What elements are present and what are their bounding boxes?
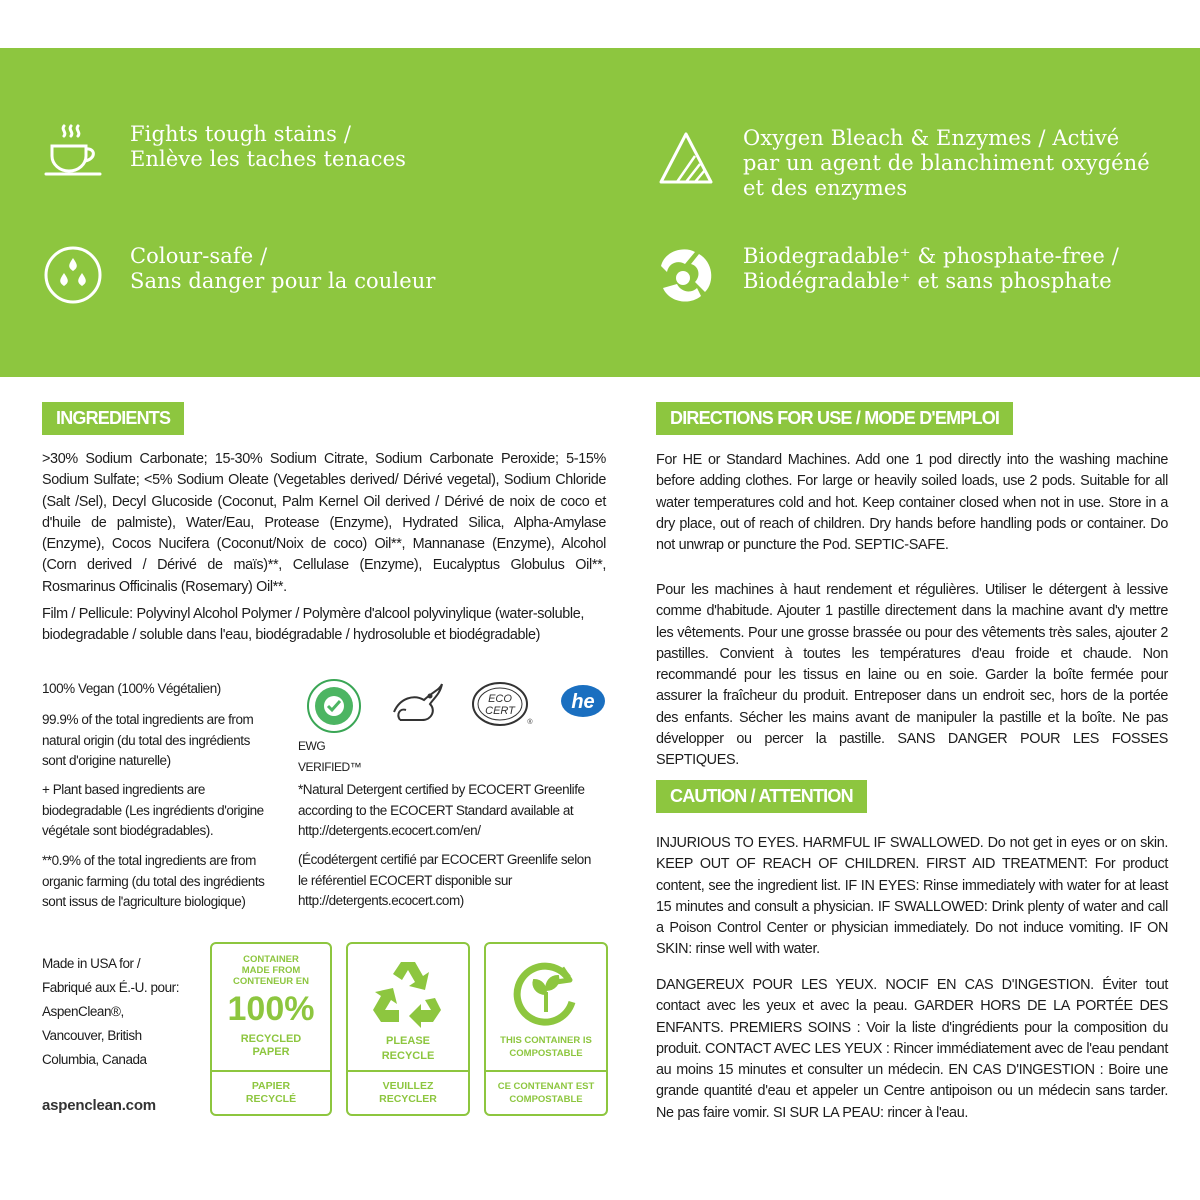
triangle-hatched-icon xyxy=(655,126,717,188)
ecocert-note-en: *Natural Detergent certified by ECOCERT Greenlife according to the ECOCERT Standard available at http://detergents.ecocert.com/en/ xyxy=(298,782,585,838)
compostable-mid: THIS CONTAINER IS COMPOSTABLE xyxy=(500,1035,592,1059)
film-text: Film / Pellicule: Polyvinyl Alcohol Polymer / Polymère d'alcool polyvinylique (water-soluble, biodegradable / soluble dans l'eau, biodégradable / hydrosoluble et biodégradable) xyxy=(42,606,585,644)
recycle-arrows-icon xyxy=(348,958,468,1034)
recycled-paper-mid: RECYCLED PAPER xyxy=(240,1033,302,1058)
compost-leaf-icon xyxy=(486,958,606,1034)
feature-stains-text: Fights tough stains / Enlève les taches tenaces xyxy=(130,122,407,171)
directions-heading: DIRECTIONS FOR USE / MODE D'EMPLOI xyxy=(656,402,1013,435)
caution-heading: CAUTION / ATTENTION xyxy=(656,780,867,813)
ingredients-text: >30% Sodium Carbonate; 15-30% Sodium Citrate, Sodium Carbonate Peroxide; 5-15% Sodium Sulfate; <5% Sodium Oleate (Vegetables derived/ Dérivé vegetal), Sodium Chloride (Salt /Sel), Decyl Glucoside (Coconut, Palm Kernel Oil derived / Dérivé de noix de coco et d'huile de palmiste), Water/Eau, Protease (Enzyme), Hydrated Silica, Alpha-Amylase (Enzyme), Cocos Nucifera (Coconut/Noix de coco) Oil**, Mannanase (Enzyme), Alcohol (Corn derived / Dérivé de maïs)**, Cellulase (Enzyme), Eucalyptus Globulus Oil**, Rosmarinus Officinalis (Rosemary) Oil**. xyxy=(42,451,606,595)
steaming-cup-icon xyxy=(42,122,104,184)
feature-stains xyxy=(42,122,406,184)
feature-bio xyxy=(655,244,1119,306)
please-recycle-bottom: VEUILLEZ RECYCLER xyxy=(348,1070,468,1114)
he-logo-text: he xyxy=(571,691,595,713)
recycling-globe-icon xyxy=(655,244,717,306)
ingredients-heading: INGREDIENTS xyxy=(42,402,184,435)
please-recycle-badge xyxy=(346,942,470,1116)
ecocert-logo-text-1: ECO xyxy=(488,693,512,705)
directions-text-fr: Pour les machines à haut rendement et régulières. Utiliser le détergent à lessive comme d'habitude. Ajouter 1 pastille directement dans la machine avant d'y mettre les vêtements. Pour une grosse brassée ou pour des vêtements très sales, ajouter 2 pastilles. Convient à toutes les températures d'eau froide et chaude. Non recommandé pour les tissus en laine ou en soie. Garder la boîte fermée pour assurer la fraîcheur du produit. Entreposer dans un endroit sec, hors de la portée des enfants. Sécher les mains avant de manipuler la pastille et la boîte. Ne pas développer ou percer la pastille. SANS DANGER POUR LES FOSSES SEPTIQUES. xyxy=(656,582,1168,769)
ewg-verified-logo xyxy=(306,678,362,734)
feature-colour xyxy=(42,244,436,306)
directions-text-en: For HE or Standard Machines. Add one 1 pod directly into the washing machine before adding clothes. For large or heavily soiled loads, use 2 pods. Suitable for all water temperatures cold and hot. Keep container closed when not in use. Store in a dry place, out of reach of children. Dry hands before handling pods or container. Do not unwrap or puncture the Pod. SEPTIC-SAFE. xyxy=(656,452,1168,554)
water-drops-circle-icon xyxy=(42,244,104,306)
compostable-bottom: CE CONTENANT EST COMPOSTABLE xyxy=(486,1070,606,1114)
leaping-bunny-logo xyxy=(386,678,446,726)
feature-band xyxy=(0,48,1200,377)
feature-oxygen xyxy=(655,126,1150,201)
please-recycle-mid: PLEASE RECYCLE xyxy=(381,1035,435,1062)
recycled-paper-badge xyxy=(210,942,332,1116)
natural-origin-note: 99.9% of the total ingredients are from natural origin (du total des ingrédients sont d'origine naturelle) xyxy=(42,712,254,768)
organic-note: **0.9% of the total ingredients are from organic farming (du total des ingrédients sont issus de l'agriculture biologique) xyxy=(42,853,265,909)
ecocert-note-fr: (Écodétergent certifié par ECOCERT Greenlife selon le référentiel ECOCERT disponible sur http://detergents.ecocert.com) xyxy=(298,852,591,908)
vegan-note: 100% Vegan (100% Végétalien) xyxy=(42,681,221,696)
recycled-paper-percent: 100% xyxy=(227,990,315,1028)
compostable-badge xyxy=(484,942,608,1116)
recycled-paper-top: CONTAINER MADE FROM CONTENEUR EN xyxy=(232,954,309,987)
made-in-note: Made in USA for / Fabriqué aux É.-U. pour: AspenClean®, Vancouver, British Columbia, Canada xyxy=(42,956,180,1067)
svg-text:®: ® xyxy=(527,719,533,726)
plant-based-note: + Plant based ingredients are biodegradable (Les ingrédients d'origine végétale sont biodégradables). xyxy=(42,782,264,838)
ewg-verified-label: EWG VERIFIED™ xyxy=(298,739,362,774)
he-logo xyxy=(560,684,606,718)
ecocert-logo-text-2: CERT xyxy=(485,705,515,717)
caution-text-fr: DANGEREUX POUR LES YEUX. NOCIF EN CAS D'INGESTION. Éviter tout contact avec les yeux et avec la peau. GARDER HORS DE LA PORTÉE DES ENFANTS. PREMIERS SOINS : Voir la liste d'ingrédients pour la composition du produit. CONTACT AVEC LES YEUX : Rincer immédiatement avec de l'eau pendant au moins 15 minutes et consulter un médecin. EN CAS D'INGESTION : Boire une grande quantité d'eau et appeler un Centre antipoison ou un médecin sans tarder. Ne pas faire vomir. SI SUR LA PEAU: rincer à l'eau. xyxy=(656,977,1168,1121)
recycled-paper-bottom: PAPIER RECYCLÉ xyxy=(212,1070,330,1114)
ecocert-logo xyxy=(470,680,534,728)
feature-colour-text: Colour-safe / Sans danger pour la couleur xyxy=(130,244,436,293)
feature-bio-text: Biodegradable⁺ & phosphate-free / Biodégradable⁺ et sans phosphate xyxy=(743,244,1119,293)
feature-oxygen-text: Oxygen Bleach & Enzymes / Activé par un agent de blanchiment oxygéné et des enzymes xyxy=(743,126,1150,200)
website-label: aspenclean.com xyxy=(42,1097,156,1114)
caution-text-en: INJURIOUS TO EYES. HARMFUL IF SWALLOWED. Do not get in eyes or on skin. KEEP OUT OF REACH OF CHILDREN. FIRST AID TREATMENT: For product content, see the ingredient list. IF IN EYES: Rinse immediately with water for at least 15 minutes and consult a physician. IF SWALLOWED: Drink plenty of water and call a Poison Control Center or physician immediately. Do not induce vomiting. IF ON SKIN: rinse well with water. xyxy=(656,835,1168,958)
